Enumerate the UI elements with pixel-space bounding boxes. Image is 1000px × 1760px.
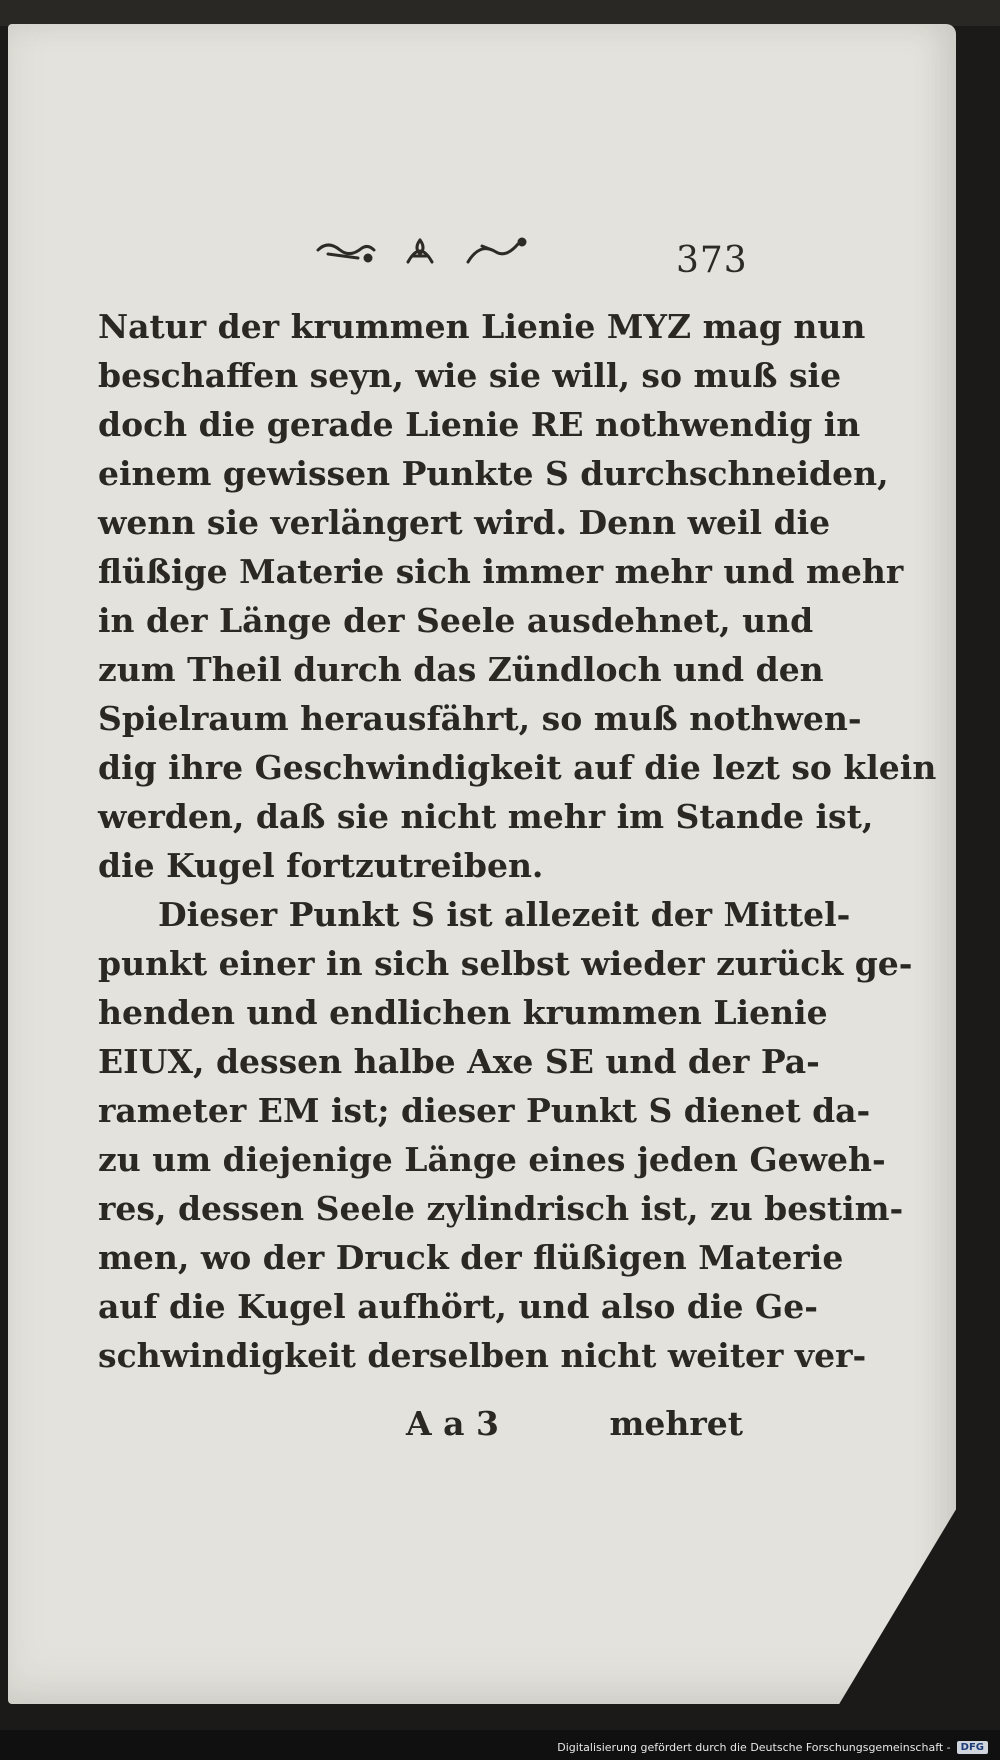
- text-line: dig ihre Geschwindigkeit auf die lezt so klein: [98, 748, 937, 787]
- page-footer: [98, 1404, 743, 1454]
- fleuron-ornament-icon: [308, 232, 548, 272]
- text-line: die Kugel fortzutreiben.: [98, 846, 544, 885]
- text-line: zum Theil durch das Zündloch und den: [98, 650, 824, 689]
- text-line: men, wo der Druck der flüßigen Materie: [98, 1238, 844, 1277]
- text-line: Natur der krummen Lienie MYZ mag nun: [98, 307, 866, 346]
- page-header: [8, 222, 956, 282]
- text-line: EIUX, dessen halbe Axe SE und der Pa-: [98, 1042, 820, 1081]
- text-line: punkt einer in sich selbst wieder zurück ge-: [98, 944, 913, 983]
- text-line: schwindigkeit derselben nicht weiter ver-: [98, 1336, 867, 1375]
- text-line: henden und endlichen krummen Lienie: [98, 993, 828, 1032]
- text-line: flüßige Materie sich immer mehr und mehr: [98, 552, 904, 591]
- credit-text: Digitalisierung gefördert durch die Deutsche Forschungsgemeinschaft -: [557, 1741, 951, 1754]
- text-line: wenn sie verlängert wird. Denn weil die: [98, 503, 831, 542]
- signature-mark: A a 3: [406, 1404, 499, 1443]
- body-text: [98, 302, 937, 1380]
- text-line: einem gewissen Punkte S durchschneiden,: [98, 454, 889, 493]
- text-line: res, dessen Seele zylindrisch ist, zu bestim-: [98, 1189, 904, 1228]
- dfg-logo: DFG: [957, 1741, 988, 1754]
- page-number: 373: [676, 240, 748, 281]
- text-line: Spielraum herausfährt, so muß nothwen-: [98, 699, 862, 738]
- text-line: werden, daß sie nicht mehr im Stande ist,: [98, 797, 874, 836]
- text-line: rameter EM ist; dieser Punkt S dienet da-: [98, 1091, 871, 1130]
- text-line: zu um diejenige Länge eines jeden Geweh-: [98, 1140, 886, 1179]
- paragraph-start-line: Dieser Punkt S ist allezeit der Mittel-: [158, 895, 851, 934]
- text-line: in der Länge der Seele ausdehnet, und: [98, 601, 814, 640]
- book-page: [8, 24, 956, 1704]
- text-line: doch die gerade Lienie RE nothwendig in: [98, 405, 861, 444]
- catchword: mehret: [609, 1404, 743, 1443]
- text-line: auf die Kugel aufhört, und also die Ge-: [98, 1287, 818, 1326]
- scan-top-border: [0, 0, 1000, 26]
- text-line: beschaffen seyn, wie sie will, so muß sie: [98, 356, 842, 395]
- digitization-credit: [557, 1741, 988, 1754]
